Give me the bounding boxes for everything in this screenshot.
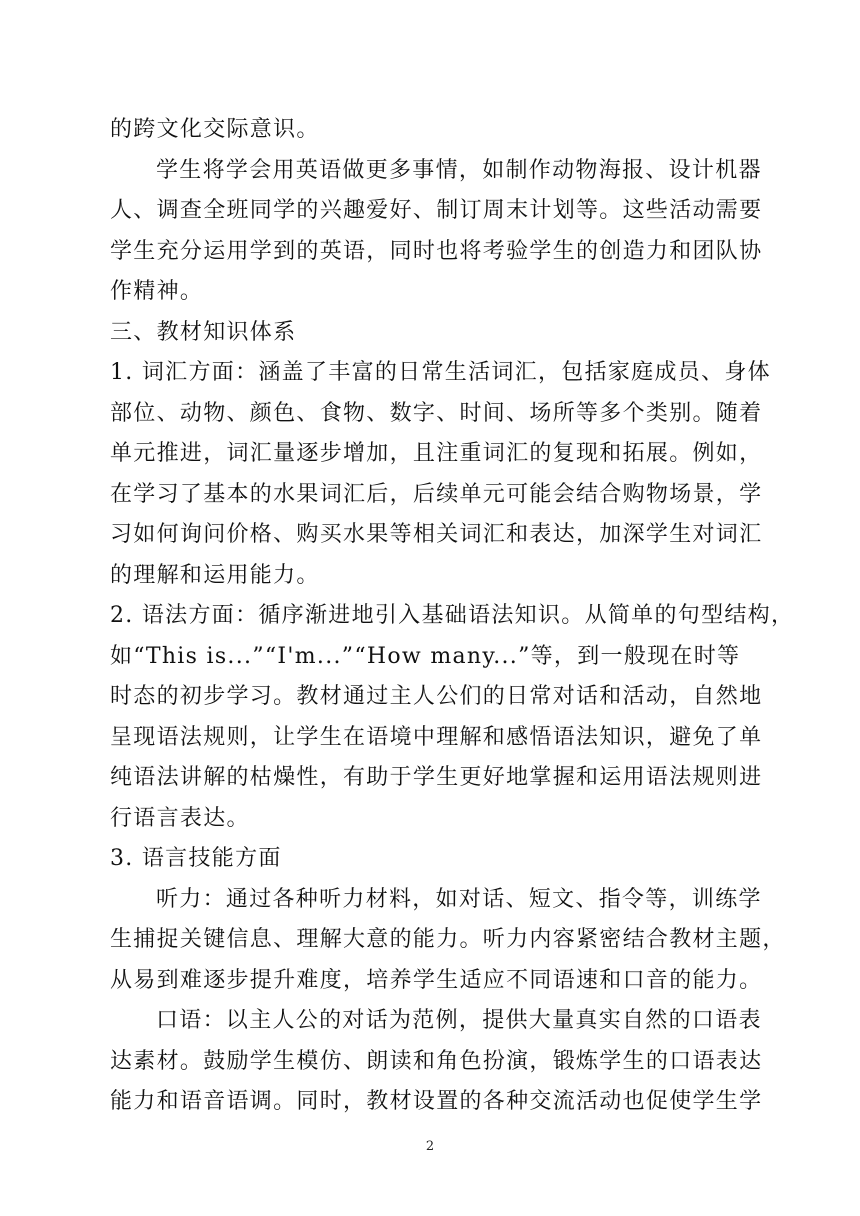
text-line: 生捕捉关键信息、理解大意的能力。听力内容紧密结合教材主题，: [110, 927, 786, 952]
page-number: 2: [425, 1139, 435, 1154]
text-line: 口语：以主人公的对话为范例，提供大量真实自然的口语表: [156, 1008, 762, 1033]
text-line: 单元推进，词汇量逐步增加，且注重词汇的复现和拓展。例如，: [110, 441, 763, 466]
text-line: 的跨文化交际意识。: [110, 117, 320, 142]
text-line: 行语言表达。: [110, 805, 250, 831]
text-line: 时态的初步学习。教材通过主人公们的日常对话和活动，自然地: [110, 684, 763, 709]
text-line: 纯语法讲解的枯燥性，有助于学生更好地掌握和运用语法规则进: [110, 765, 763, 790]
subsection-heading: 3. 语言技能方面: [110, 846, 282, 871]
text-line: 达素材。鼓励学生模仿、朗读和角色扮演，锻炼学生的口语表达: [110, 1048, 763, 1074]
text-line: 从易到难逐步提升难度，培养学生适应不同语速和口音的能力。: [110, 967, 763, 993]
text-line: 呈现语法规则，让学生在语境中理解和感悟语法知识，避免了单: [110, 724, 763, 750]
text-line: 习如何询问价格、购买水果等相关词汇和表达，加深学生对词汇: [110, 522, 763, 547]
text-line: 在学习了基本的水果词汇后，后续单元可能会结合购物场景，学: [110, 481, 763, 507]
text-line: 能力和语音语调。同时，教材设置的各种交流活动也促使学生学: [110, 1089, 763, 1114]
text-line: 2. 语法方面：循序渐进地引入基础语法知识。从简单的句型结构，: [110, 603, 795, 628]
document-body: [110, 110, 795, 1123]
text-line: 如“This is...”“I'm...”“How many...”等，到一般现在时等: [110, 643, 741, 669]
text-line: 学生充分运用学到的英语，同时也将考验学生的创造力和团队协: [110, 238, 763, 264]
text-line: 听力：通过各种听力材料，如对话、短文、指令等，训练学: [156, 886, 762, 912]
text-line: 人、调查全班同学的兴趣爱好、制订周末计划等。这些活动需要: [110, 198, 763, 223]
text-line: 作精神。: [110, 279, 204, 304]
text-line: 1. 词汇方面：涵盖了丰富的日常生活词汇，包括家庭成员、身体: [110, 360, 771, 385]
text-line: 的理解和运用能力。: [110, 562, 320, 588]
text-line: 部位、动物、颜色、食物、数字、时间、场所等多个类别。随着: [110, 400, 763, 426]
section-heading: 三、教材知识体系: [110, 319, 297, 345]
text-line: 学生将学会用英语做更多事情，如制作动物海报、设计机器: [156, 157, 762, 183]
